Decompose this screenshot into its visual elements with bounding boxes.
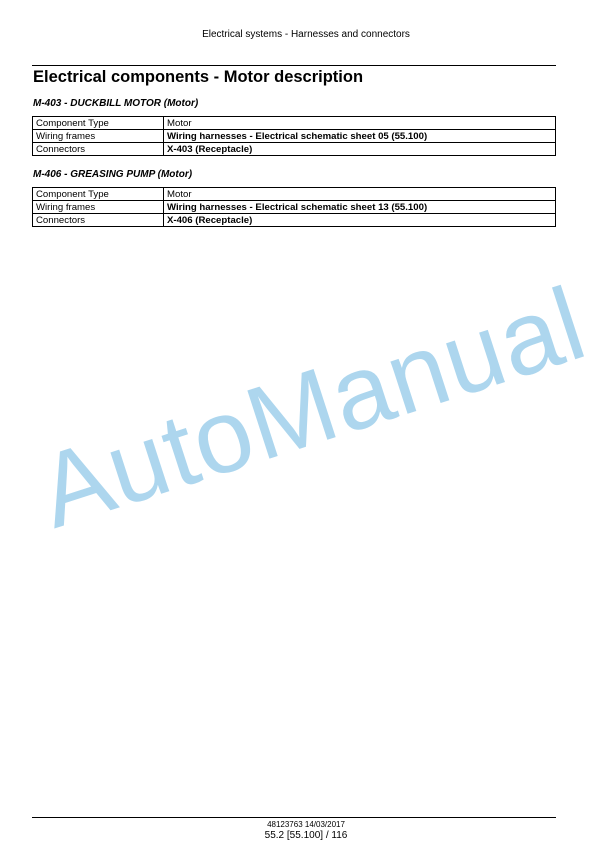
- footer-rule: [32, 817, 556, 818]
- component-title-m403: M-403 - DUCKBILL MOTOR (Motor): [33, 98, 199, 109]
- watermark: AutoManual: [25, 265, 599, 551]
- connector-link[interactable]: X-406 (Receptacle): [164, 214, 556, 227]
- running-header: Electrical systems - Harnesses and connectors: [202, 29, 410, 40]
- wiring-frame-link[interactable]: Wiring harnesses - Electrical schematic sheet 13 (55.100): [164, 201, 556, 214]
- wiring-frame-link[interactable]: Wiring harnesses - Electrical schematic sheet 05 (55.100): [164, 130, 556, 143]
- component-title-m406: M-406 - GREASING PUMP (Motor): [33, 169, 193, 180]
- row-key: Component Type: [33, 188, 164, 201]
- document-reference: 48123763 14/03/2017: [267, 820, 345, 829]
- row-key: Component Type: [33, 117, 164, 130]
- component-table-m403: [32, 116, 556, 156]
- table-row: [33, 117, 556, 130]
- section-title: Electrical components - Motor description: [33, 68, 364, 86]
- row-value: Motor: [164, 117, 556, 130]
- row-key: Connectors: [33, 143, 164, 156]
- table-row: [33, 188, 556, 201]
- row-value: Motor: [164, 188, 556, 201]
- connector-link[interactable]: X-403 (Receptacle): [164, 143, 556, 156]
- component-table-m406: [32, 187, 556, 227]
- table-row: [33, 130, 556, 143]
- header-rule: [32, 65, 556, 66]
- page-number: 55.2 [55.100] / 116: [264, 830, 348, 841]
- table-row: [33, 143, 556, 156]
- row-key: Wiring frames: [33, 201, 164, 214]
- table-row: [33, 201, 556, 214]
- row-key: Wiring frames: [33, 130, 164, 143]
- row-key: Connectors: [33, 214, 164, 227]
- table-row: [33, 214, 556, 227]
